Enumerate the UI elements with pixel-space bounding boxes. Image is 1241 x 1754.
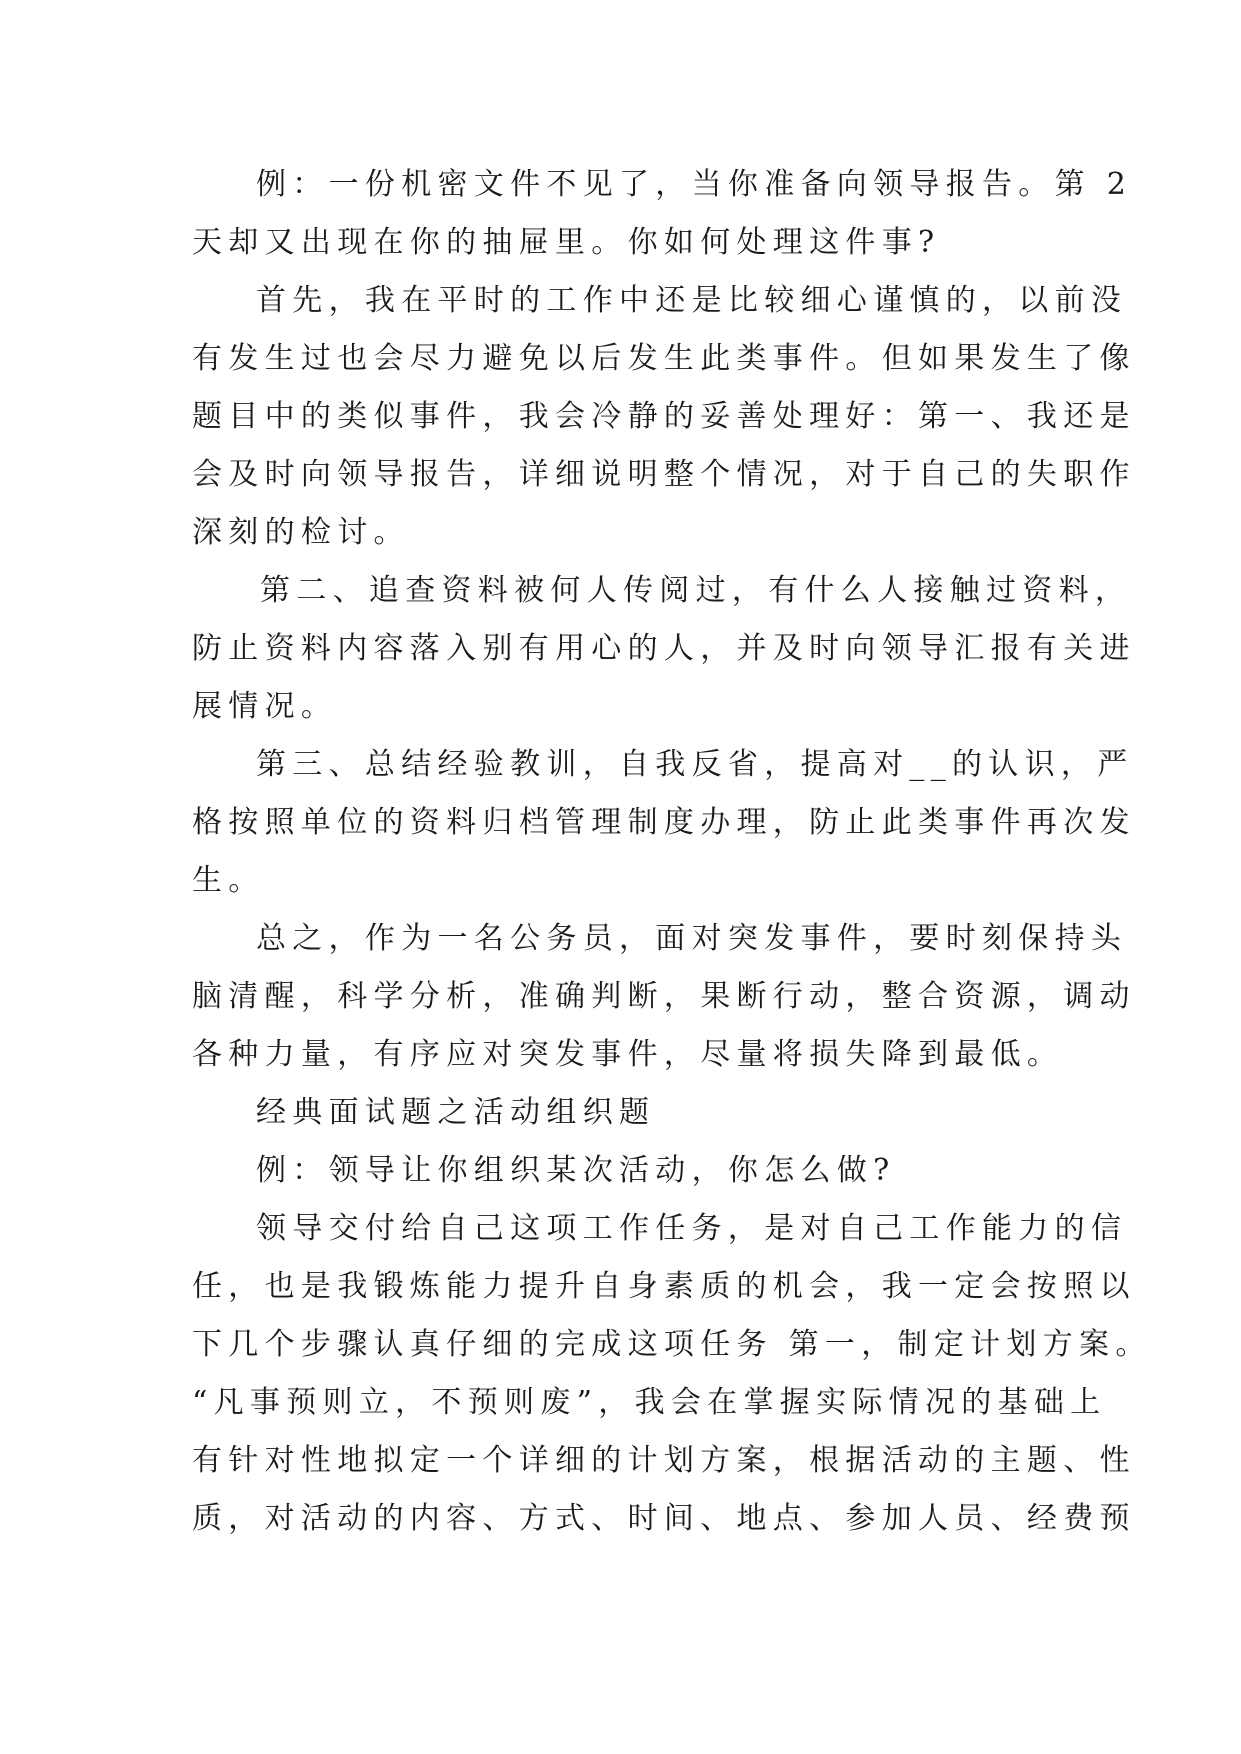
text-line: “凡事预则立，不预则废”，我会在掌握实际情况的基础上 [192,1385,1107,1420]
text-line: 首先，我在平时的工作中还是比较细心谨慎的，以前没 [256,283,1128,318]
text-line: 题目中的类似事件，我会冷静的妥善处理好：第一、我还是 [192,399,1136,434]
text-line: 质，对活动的内容、方式、时间、地点、参加人员、经费预 [192,1501,1136,1536]
text-line: 例：领导让你组织某次活动，你怎么做? [256,1153,896,1188]
text-line: 任，也是我锻炼能力提升自身素质的机会，我一定会按照以 [192,1269,1136,1304]
text-line: 天却又出现在你的抽屉里。你如何处理这件事? [192,225,941,260]
text-line: 展情况。 [192,689,338,724]
text-line: 第三、总结经验教训，自我反省，提高对__的认识，严 [256,747,1134,782]
text-line: 第二、追查资料被何人传阅过，有什么人接触过资料， [260,573,1132,608]
text-line: 下几个步骤认真仔细的完成这项任务 第一，制定计划方案。 [192,1327,1152,1362]
text-line: 生。 [192,863,265,898]
text-line: 有针对性地拟定一个详细的计划方案，根据活动的主题、性 [192,1443,1136,1478]
text-line: 例：一份机密文件不见了，当你准备向领导报告。第 2 [256,167,1133,202]
text-line: 会及时向领导报告，详细说明整个情况，对于自己的失职作 [192,457,1136,492]
text-line: 深刻的检讨。 [192,515,410,550]
text-line: 格按照单位的资料归档管理制度办理，防止此类事件再次发 [192,805,1136,840]
text-line: 有发生过也会尽力避免以后发生此类事件。但如果发生了像 [192,341,1136,376]
text-line: 防止资料内容落入别有用心的人，并及时向领导汇报有关进 [192,631,1136,666]
section-heading: 经典面试题之活动组织题 [256,1095,656,1130]
text-line: 总之，作为一名公务员，面对突发事件，要时刻保持头 [256,921,1128,956]
text-line: 领导交付给自己这项工作任务，是对自己工作能力的信 [256,1211,1128,1246]
text-line: 各种力量，有序应对突发事件，尽量将损失降到最低。 [192,1037,1064,1072]
text-line: 脑清醒，科学分析，准确判断，果断行动，整合资源，调动 [192,979,1136,1014]
